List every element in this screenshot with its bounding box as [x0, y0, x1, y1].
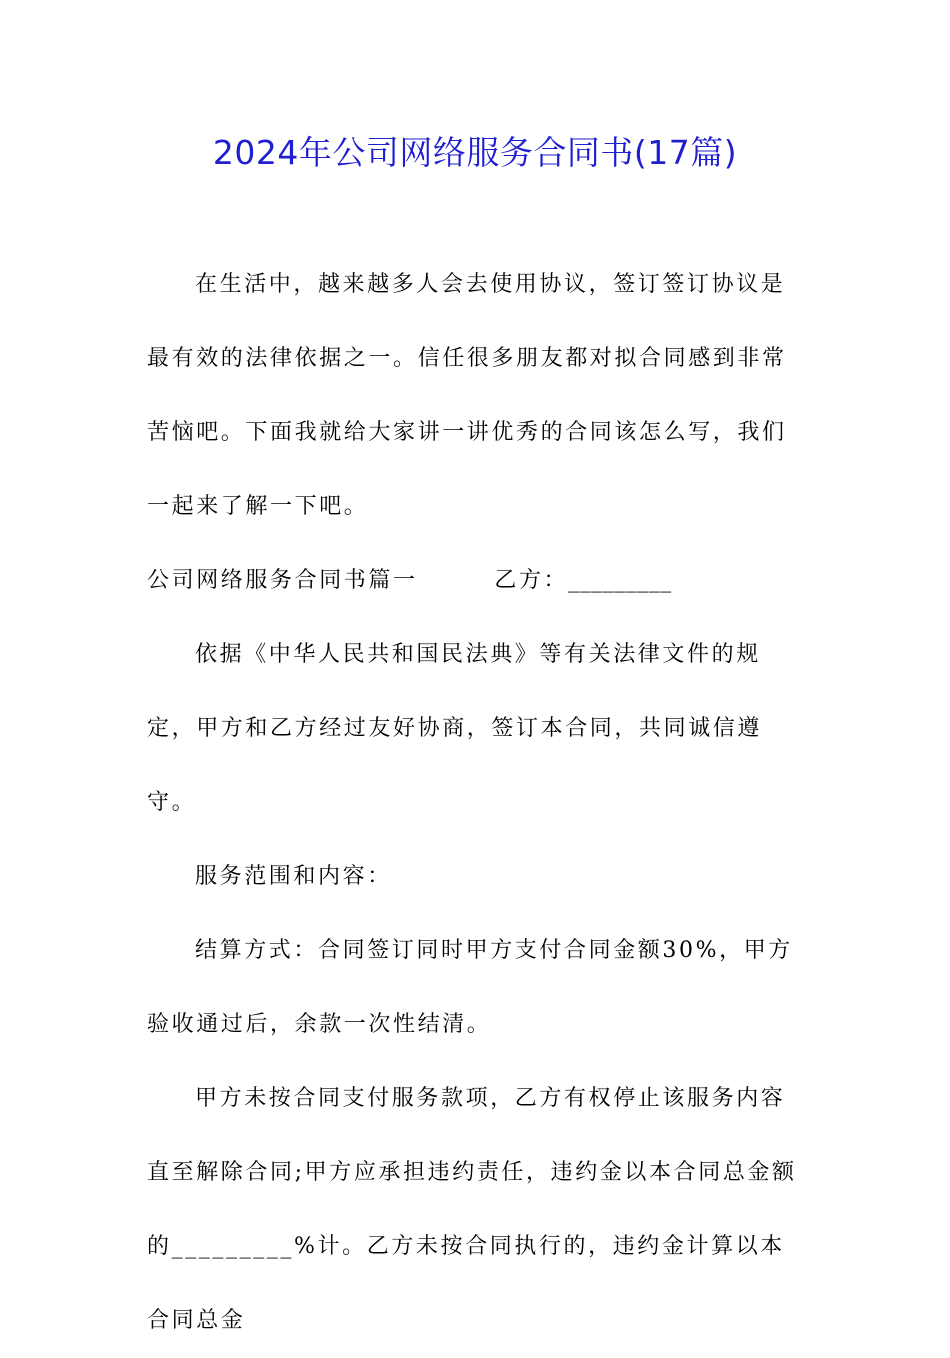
- settlement-paragraph: 结算方式：合同签订同时甲方支付合同金额30%，甲方验收通过后，余款一次性结清。: [147, 938, 793, 1037]
- breach-paragraph: 甲方未按合同支付服务款项，乙方有权停止该服务内容直至解除合同;甲方应承担违约责任，违约金以本合同总金额的_________%计。乙方未按合同执行的，违约金计算以本合同总金: [147, 1086, 797, 1333]
- section-heading-line: [147, 544, 807, 618]
- section-heading: 公司网络服务合同书篇一: [147, 568, 418, 593]
- party-b-label: 乙方：: [494, 568, 569, 593]
- scope-paragraph: 服务范围和内容：: [195, 864, 392, 889]
- document-title: 2024年公司网络服务合同书(17篇): [212, 133, 738, 172]
- party-b-blank: _________: [568, 568, 672, 593]
- basis-paragraph: 依据《中华人民共和国民法典》等有关法律文件的规定，甲方和乙方经过友好协商，签订本合同，共同诚信遵守。: [147, 642, 763, 815]
- document-body: [147, 248, 807, 1358]
- intro-paragraph: 在生活中，越来越多人会去使用协议，签订签订协议是最有效的法律依据之一。信任很多朋友都对拟合同感到非常苦恼吧。下面我就给大家讲一讲优秀的合同该怎么写，我们一起来了解一下吧。: [147, 272, 787, 519]
